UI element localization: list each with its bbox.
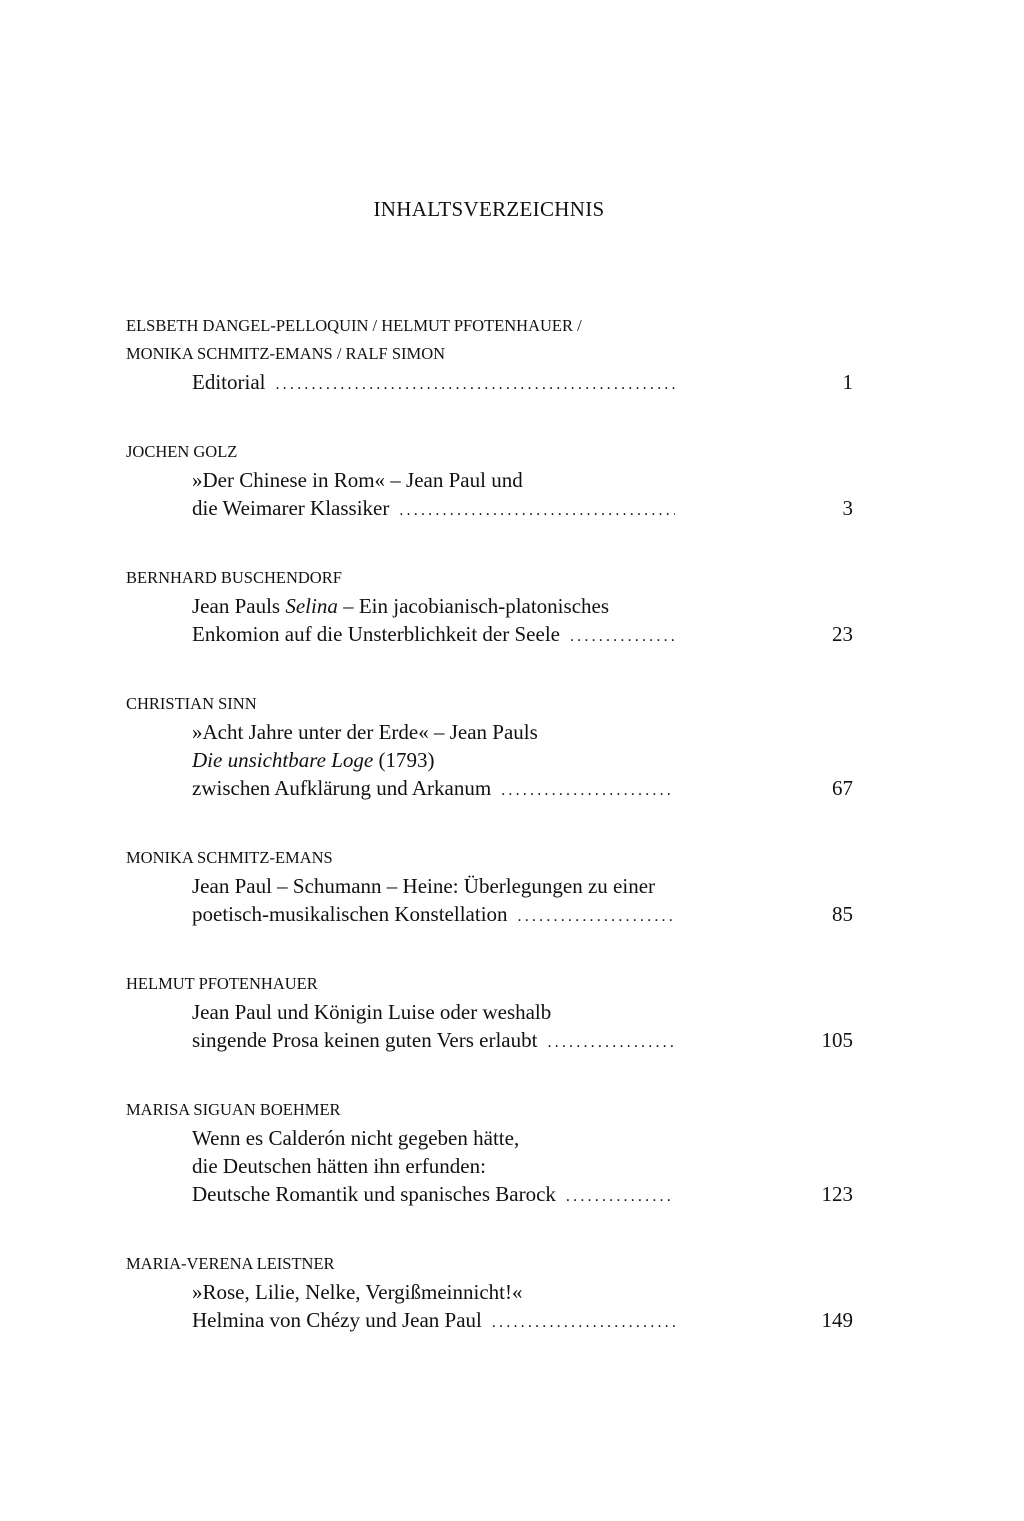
entry-title-line[interactable] [192, 368, 853, 399]
entry-title: die Weimarer Klassiker [192, 496, 390, 520]
entry-title-line[interactable] [192, 1180, 853, 1211]
toc-entry [126, 690, 856, 805]
entry-title-line: Jean Paul und Königin Luise oder weshalb [192, 1000, 552, 1024]
toc-entry [126, 438, 856, 525]
entry-title-line[interactable] [192, 620, 853, 651]
entry-title: Editorial [192, 370, 266, 394]
toc-entry [126, 1096, 856, 1211]
entry-title-line: Wenn es Calderón nicht gegeben hätte, [192, 1126, 520, 1150]
entry-authors: MONIKA SCHMITZ-EMANS / RALF SIMON [126, 344, 446, 363]
entry-title-line: die Deutschen hätten ihn erfunden: [192, 1154, 486, 1178]
toc-entry [126, 1250, 856, 1337]
entry-title-line: »Acht Jahre unter der Erde« – Jean Pauls [192, 720, 538, 744]
leader-dots [570, 623, 675, 651]
entry-authors: MONIKA SCHMITZ-EMANS [126, 848, 333, 867]
entry-title: Helmina von Chézy und Jean Paul [192, 1308, 482, 1332]
page-title: INHALTSVERZEICHNIS [373, 197, 605, 221]
page-number: 149 [821, 1308, 853, 1332]
page-number: 23 [832, 622, 853, 646]
entry-authors: MARISA SIGUAN BOEHMER [126, 1100, 341, 1119]
toc-entry [126, 970, 856, 1057]
leader-dots [275, 371, 675, 399]
entry-authors: BERNHARD BUSCHENDORF [126, 568, 342, 587]
leader-dots [566, 1183, 675, 1211]
entry-title-line [192, 746, 675, 774]
page-number: 105 [821, 1028, 853, 1052]
entry-title-line: »Der Chinese in Rom« – Jean Paul und [192, 468, 523, 492]
entry-title: singende Prosa keinen guten Vers erlaubt [192, 1028, 538, 1052]
title-text: – Ein jacobianisch-platonisches [337, 594, 610, 618]
entry-title-line [192, 592, 675, 620]
entry-authors: MARIA-VERENA LEISTNER [126, 1254, 335, 1273]
toc-entry [126, 564, 856, 651]
entry-title-line[interactable] [192, 494, 853, 525]
entry-title-line[interactable] [192, 774, 853, 805]
toc-entry [126, 312, 856, 399]
entry-authors: CHRISTIAN SINN [126, 694, 257, 713]
entry-title-line[interactable] [192, 1026, 853, 1057]
entry-authors: JOCHEN GOLZ [126, 442, 238, 461]
leader-dots [501, 777, 675, 805]
title-text: (1793) [373, 748, 435, 772]
page-number: 85 [832, 902, 853, 926]
leader-dots [492, 1309, 675, 1337]
entry-title: zwischen Aufklärung und Arkanum [192, 776, 492, 800]
title-text: Jean Pauls [192, 594, 286, 618]
page-number: 3 [842, 496, 853, 520]
entry-authors: ELSBETH DANGEL-PELLOQUIN / HELMUT PFOTENHAUER / [126, 316, 582, 335]
leader-dots [518, 903, 675, 931]
work-title: Selina [285, 594, 338, 618]
entry-title: poetisch-musikalischen Konstellation [192, 902, 508, 926]
entry-title-line[interactable] [192, 900, 853, 931]
entry-title: Enkomion auf die Unsterblichkeit der Seele [192, 622, 560, 646]
page-number: 1 [842, 370, 853, 394]
page-number: 123 [821, 1182, 853, 1206]
leader-dots [547, 1029, 675, 1057]
entry-title-line: »Rose, Lilie, Nelke, Vergißmeinnicht!« [192, 1280, 523, 1304]
page-number: 67 [832, 776, 853, 800]
toc-entry [126, 844, 856, 931]
entry-title-line[interactable] [192, 1306, 853, 1337]
work-title: Die unsichtbare Loge [192, 748, 374, 772]
entry-title-line: Jean Paul – Schumann – Heine: Überlegungen zu einer [192, 874, 656, 898]
entry-title: Deutsche Romantik und spanisches Barock [192, 1182, 556, 1206]
entry-authors: HELMUT PFOTENHAUER [126, 974, 318, 993]
leader-dots [399, 497, 675, 525]
